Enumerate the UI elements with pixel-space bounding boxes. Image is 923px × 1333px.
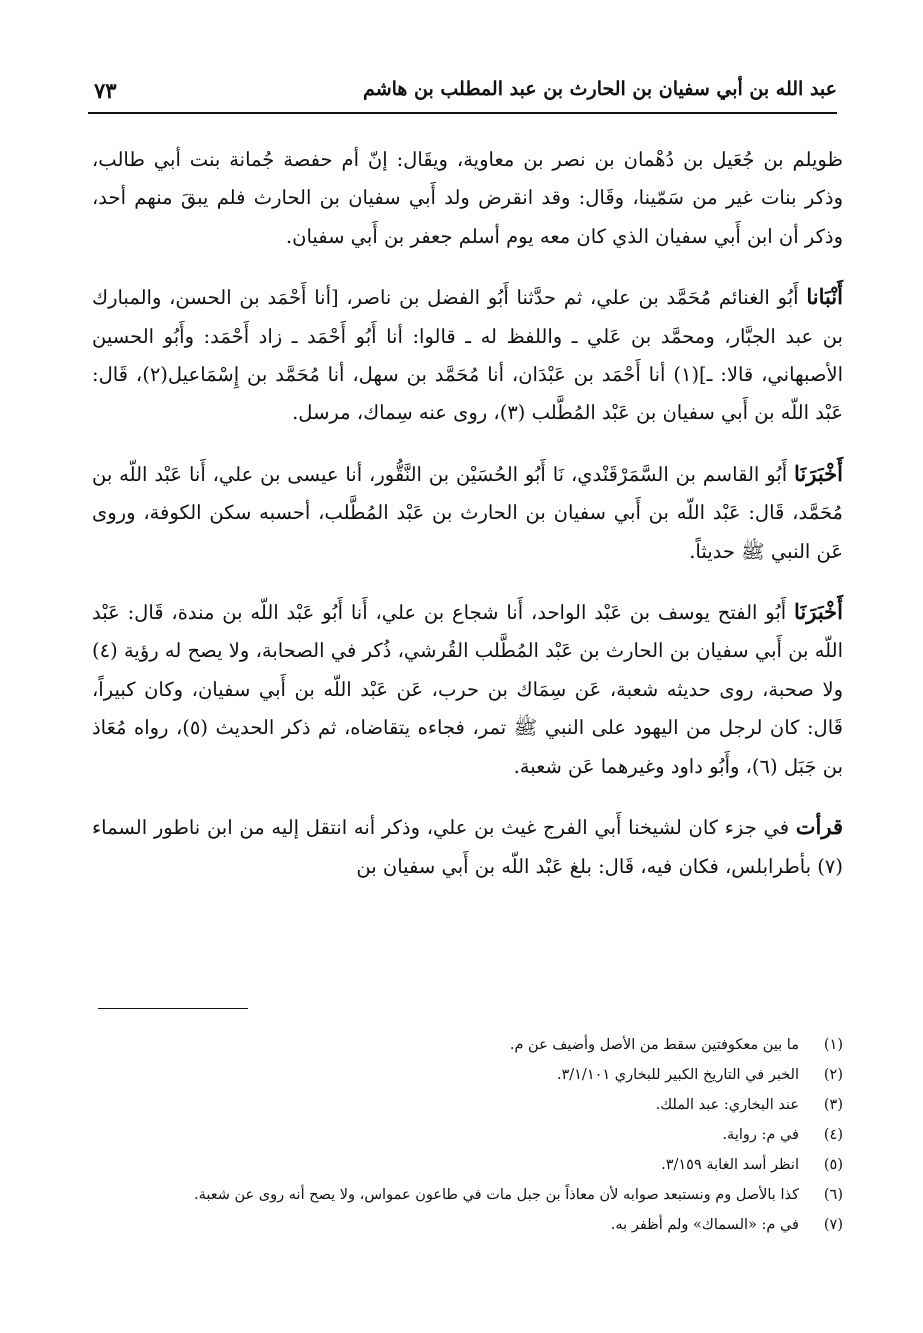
footnote [92,1150,843,1180]
paragraph-text: أَبُو القاسم بن السَّمَرْقَنْدي، نَا أَبُو الحُسَيْن بن النَّقُّور، أنا عيسى بن علي، أَنا عَبْد اللّه بن مُحَمَّد، قَال: عَبْد اللّه بن أَبي سفيان بن الحارث بن عَبْد المُطَّلب، أحسبه سكن الكوفة، وروى عَن النبي ﷺ حديثاً. [92,462,843,563]
footnote-number: (٣) [823,1097,843,1113]
paragraph-text: في جزء كان لشيخنا أَبي الفرج غيث بن علي، وذكر أنه انتقل إليه من ابن ناطور السماء (٧) بأطرابلس، فكان فيه، قَال: بلغ عَبْد اللّه بن أَبي سفيان بن [92,816,843,878]
paragraph [92,593,843,786]
paragraph-text: أَبُو الغنائم مُحَمَّد بن علي، ثم حدَّثنا أَبُو الفضل بن ناصر، [أنا أَحْمَد بن الحسن، والمبارك بن عبد الجبَّار، ومحمَّد بن عَلي ـ واللفظ له ـ قالوا: أنا أَبُو أَحْمَد ـ زاد أَحْمَد: وأَبُو الحسين الأصبهاني، قالا: ـ](١) أنا أَحْمَد بن عَبْدَان، أنا مُحَمَّد بن سهل، أنا مُحَمَّد بن إِسْمَاعيل(٢)، قَال: عَبْد اللّه بن أَبي سفيان بن عَبْد المُطَّلب (٣)، روى عنه سِماك، مرسل. [92,286,843,425]
page-number: ٧٣ [94,78,117,103]
paragraph-text: ظويلم بن جُعَيل بن دُهْمان بن نصر بن معاوية، ويقَال: إنّ أم حفصة جُمانة بنت أبي طالب، وذكر بنات غير من سَمّينا، وقَال: وقد انقرض ولد أَبي سفيان بن الحارث فلم يبقَ منهم أحد، وذكر أن ابن أَبي سفيان الذي كان معه يوم أسلم جعفر بن أَبي سفيان. [92,148,843,248]
footnote-number: (١) [823,1037,843,1053]
footnote-text: ما بين معكوفتين سقط من الأصل وأضيف عن م. [509,1037,799,1053]
paragraph-lead: أَخْبَرَنَا [794,599,843,625]
footnote-text: كذا بالأصل وم ونستبعد صوابه لأن معاذاً بن جبل مات في طاعون عمواس، ولا يصح أنه روى عن شعبة. [193,1187,799,1203]
footnote [92,1180,843,1210]
footnote-number: (٤) [823,1127,843,1143]
paragraph [92,278,843,433]
footnote [92,1060,843,1090]
footnote-separator [98,1008,248,1009]
footnote-text: الخبر في التاريخ الكبير للبخاري ٣/١/١٠١. [556,1067,799,1083]
footnote [92,1210,843,1240]
footnote-number: (٢) [823,1067,843,1083]
footnote-text: عند البخاري: عبد الملك. [655,1097,799,1113]
footnote-text: في م: رواية. [722,1127,799,1143]
footnote-text: انظر أسد الغابة ٣/١٥٩. [661,1157,799,1173]
footnote-number: (٧) [823,1217,843,1233]
footnotes [92,1030,843,1240]
main-text [92,140,843,908]
footnote [92,1090,843,1120]
footnote [92,1030,843,1060]
footnote-text: في م: «السماك» ولم أظفر به. [610,1217,799,1233]
footnote-number: (٥) [823,1157,843,1173]
running-title: عبد الله بن أبي سفيان بن الحارث بن عبد المطلب بن هاشم [363,78,837,100]
paragraph-lead: قرأت [795,814,843,840]
paragraph [92,140,843,256]
footnote-number: (٦) [823,1187,843,1203]
paragraph-text: أَبُو الفتح يوسف بن عَبْد الواحد، أَنا شجاع بن علي، أَنا أَبُو عَبْد اللّه بن مندة، قَال: عَبْد اللّه بن أَبي سفيان بن الحارث بن عَبْد المُطَّلب القُرشي، ذُكر في الصحابة، ولا يصح له رؤية (٤) ولا صحبة، روى حديثه شعبة، عَن سِمَاك بن حرب، عَن عَبْد اللّه بن أَبي سفيان، وكان كبيراً، قَال: كان لرجل من اليهود على النبي ﷺ تمر، فجاءه يتقاضاه، ثم ذكر الحديث (٥)، رواه مُعَاذ بن جَبَل (٦)، وأَبُو داود وغيرهما عَن شعبة. [92,601,843,778]
paragraph-lead: أَنْبَانا [806,284,843,310]
paragraph [92,455,843,571]
paragraph [92,808,843,886]
paragraph-lead: أَخْبَرَنَا [794,460,843,486]
running-header [88,74,837,114]
footnote [92,1120,843,1150]
